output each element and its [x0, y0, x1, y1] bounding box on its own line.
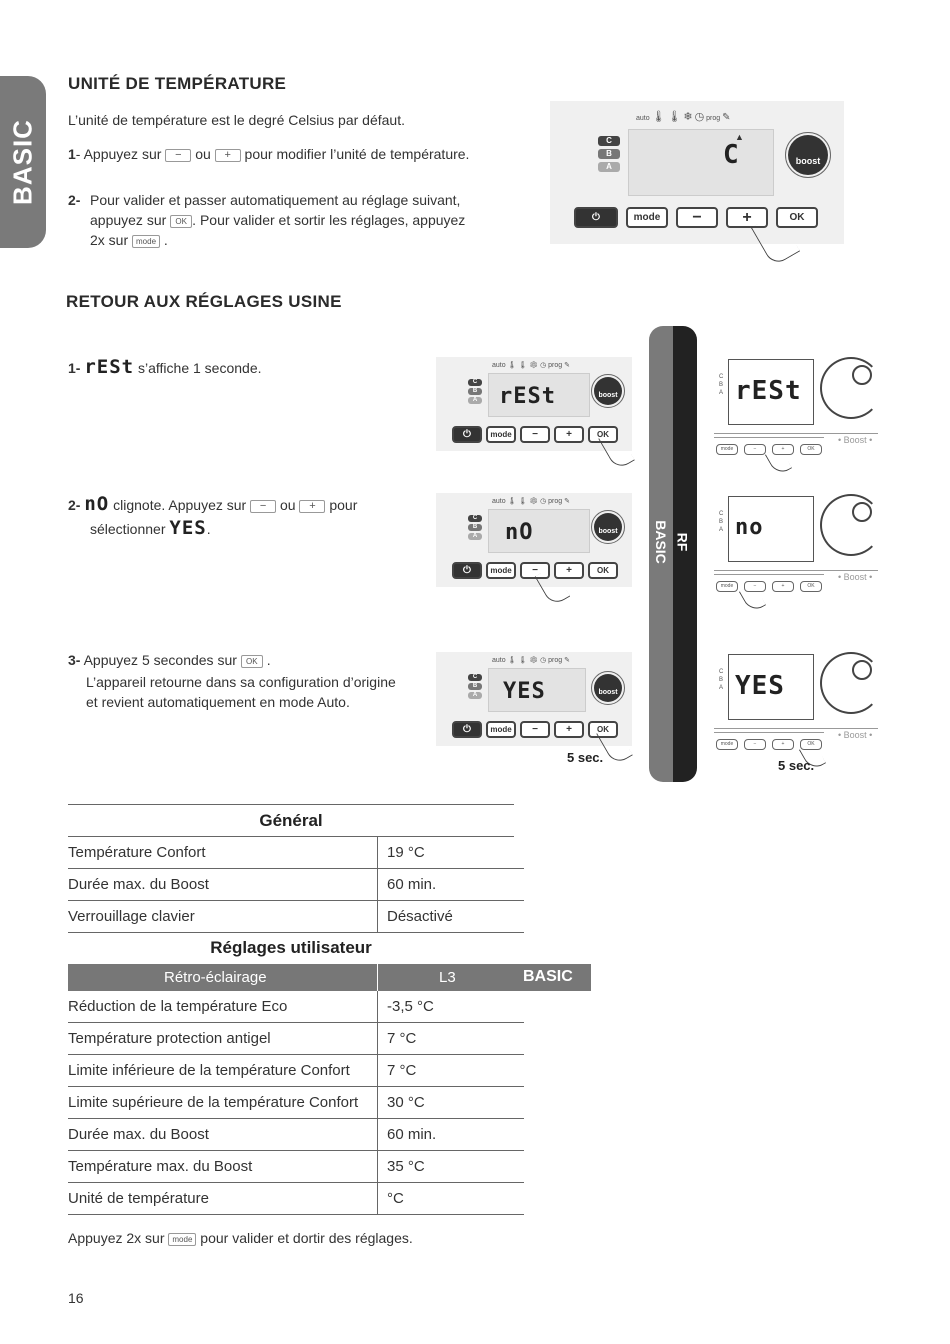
- intro-text: L’unité de température est le degré Celsius par défaut.: [68, 112, 405, 128]
- lcd-yes-blinking: YES: [503, 679, 546, 704]
- step-3-reset-desc: L’appareil retourne dans sa configuration d’origine et revient automatiquement en mode Auto.: [86, 674, 396, 710]
- basic-rf-band: [649, 326, 697, 782]
- table-row: Verrouillage clavier Désactivé: [68, 901, 524, 933]
- step-2-unit: 2-: [68, 192, 81, 208]
- table-user: [68, 991, 524, 1215]
- mode-button[interactable]: mode: [626, 207, 668, 228]
- boost-button[interactable]: boost: [594, 674, 622, 702]
- rf-boost-label: • Boost •: [838, 435, 873, 445]
- comfort-levels: C B A: [468, 674, 482, 702]
- table-row: Durée max. du Boost 60 min.: [68, 869, 524, 901]
- comfort-levels: C B A: [468, 515, 482, 543]
- table-user-header: [68, 964, 591, 991]
- power-button[interactable]: ⏻: [574, 207, 618, 228]
- rf-minus-button[interactable]: −: [744, 444, 766, 455]
- rf-boost-label: • Boost •: [838, 730, 873, 740]
- lcd-rest: rESt: [499, 384, 556, 409]
- step-1-reset: 1- rESt s’affiche 1 seconde.: [68, 356, 262, 378]
- rf-lcd-yes: YES: [735, 671, 785, 701]
- rf-plus-button[interactable]: +: [772, 581, 794, 592]
- mode-button[interactable]: mode: [486, 721, 516, 738]
- lcd-unit-value: C: [723, 140, 740, 170]
- table-row: Durée max. du Boost 60 min.: [68, 1119, 524, 1151]
- plus-button[interactable]: +: [554, 721, 584, 738]
- mode-key-icon: mode: [168, 1233, 196, 1246]
- table-user-title: Réglages utilisateur: [210, 938, 372, 957]
- rf-minus-button[interactable]: −: [744, 581, 766, 592]
- rf-dial[interactable]: [820, 494, 882, 556]
- comfort-levels: [598, 136, 620, 175]
- header-level: L3: [439, 969, 456, 986]
- header-backlight: Rétro-éclairage: [164, 969, 267, 986]
- rf-lcd: [728, 359, 814, 425]
- lcd-display: [488, 668, 586, 712]
- side-tab-label: BASIC: [7, 119, 38, 205]
- rf-mode-button[interactable]: mode: [716, 739, 738, 750]
- rf-lcd-no: no: [735, 515, 764, 540]
- rf-plus-button[interactable]: +: [772, 444, 794, 455]
- minus-button[interactable]: −: [520, 562, 550, 579]
- rf-dial[interactable]: [820, 652, 882, 714]
- table-row: Température protection antigel 7 °C: [68, 1023, 524, 1055]
- table-general: [68, 837, 524, 933]
- wrench-icon: ✎: [722, 112, 731, 123]
- table-row: Température max. du Boost 35 °C: [68, 1151, 524, 1183]
- mode-button[interactable]: mode: [486, 426, 516, 443]
- lcd-display: [628, 129, 774, 196]
- boost-button[interactable]: boost: [594, 377, 622, 405]
- footer-instruction: Appuyez 2x sur mode pour valider et dortir des réglages.: [68, 1230, 413, 1246]
- boost-button[interactable]: boost: [594, 513, 622, 541]
- power-button[interactable]: ⏻: [452, 562, 482, 579]
- table-row: Limite inférieure de la température Confort 7 °C: [68, 1055, 524, 1087]
- rf-lcd-rest: rESt: [735, 376, 802, 406]
- mode-key-icon: mode: [132, 235, 160, 248]
- comfort-levels: C B A: [468, 379, 482, 407]
- thermometer-icon: 🌡: [667, 111, 682, 123]
- device-reset-step1: [436, 357, 632, 451]
- thermometer-icon: 🌡: [651, 111, 666, 123]
- finger-pointer-icon: [598, 428, 635, 471]
- step-1-unit: 1- Appuyez sur − ou + pour modifier l’unité de température.: [68, 146, 470, 162]
- plus-button[interactable]: +: [726, 207, 768, 228]
- snowflake-icon: ❄: [683, 111, 693, 123]
- table-row: Réduction de la température Eco -3,5 °C: [68, 991, 524, 1023]
- band-label-rf: RF: [674, 532, 691, 552]
- step-2-reset-line2: sélectionner YES.: [90, 517, 211, 539]
- boost-button[interactable]: boost: [788, 135, 828, 175]
- section-title-unit: UNITÉ DE TEMPÉRATURE: [68, 74, 287, 93]
- lcd-display: [488, 373, 590, 417]
- ok-button[interactable]: OK: [776, 207, 818, 228]
- power-button[interactable]: ⏻: [452, 426, 482, 443]
- rf-device-step1: [714, 355, 878, 473]
- mode-icons-row: auto 🌡 🌡 ❄ ◷ prog ✎: [492, 498, 570, 505]
- mode-icons-row: auto 🌡 🌡 ❄ ◷ prog ✎: [492, 657, 570, 664]
- table-row: Température Confort 19 °C: [68, 837, 524, 869]
- rf-ok-button[interactable]: OK: [800, 739, 822, 750]
- level-a: A: [598, 162, 620, 172]
- ok-key-icon: OK: [241, 655, 263, 668]
- table-row: Unité de température °C: [68, 1183, 524, 1215]
- rf-levels: C B A: [719, 374, 724, 396]
- step-3-reset: 3- Appuyez 5 secondes sur OK .: [68, 652, 271, 668]
- plus-button[interactable]: +: [554, 426, 584, 443]
- ok-button[interactable]: OK: [588, 426, 618, 443]
- plus-key-icon: +: [215, 149, 241, 162]
- level-c: C: [598, 136, 620, 146]
- clock-icon: ◷: [694, 111, 705, 123]
- rf-ok-button[interactable]: OK: [800, 581, 822, 592]
- mode-icons-row: auto 🌡 🌡 ❄ ◷ prog ✎: [492, 362, 570, 369]
- ok-button[interactable]: OK: [588, 721, 618, 738]
- rf-device-step2: [714, 492, 878, 610]
- table-row: Limite supérieure de la température Confort 30 °C: [68, 1087, 524, 1119]
- minus-key-icon: −: [250, 500, 276, 513]
- ok-key-icon: OK: [170, 215, 192, 228]
- rf-five-seconds-label: 5 sec.: [778, 758, 815, 773]
- minus-key-icon: −: [165, 149, 191, 162]
- device-illustration-unit: [550, 101, 844, 244]
- device-reset-step2: [436, 493, 632, 587]
- lcd-display: [488, 509, 590, 553]
- mode-button[interactable]: mode: [486, 562, 516, 579]
- rf-levels: C B A: [719, 669, 724, 691]
- plus-button[interactable]: +: [554, 562, 584, 579]
- minus-button[interactable]: −: [520, 721, 550, 738]
- rf-plus-button[interactable]: +: [772, 739, 794, 750]
- section-title-reset: RETOUR AUX RÉGLAGES USINE: [66, 292, 342, 311]
- segment-no: nO: [84, 493, 110, 515]
- rf-minus-button[interactable]: −: [744, 739, 766, 750]
- rf-mode-button[interactable]: mode: [716, 444, 738, 455]
- segment-yes: YES: [169, 517, 207, 539]
- rf-dial[interactable]: [820, 357, 882, 419]
- segment-rest: rESt: [84, 356, 135, 378]
- rf-levels: C B A: [719, 511, 724, 533]
- minus-button[interactable]: −: [676, 207, 718, 228]
- device-reset-step3: [436, 652, 632, 746]
- rf-boost-label: • Boost •: [838, 572, 873, 582]
- rf-lcd: [728, 496, 814, 562]
- lcd-no-blinking: nO: [505, 520, 534, 545]
- rf-ok-button[interactable]: OK: [800, 444, 822, 455]
- ok-button[interactable]: OK: [588, 562, 618, 579]
- five-seconds-label: 5 sec.: [567, 750, 604, 765]
- rf-mode-button[interactable]: mode: [716, 581, 738, 592]
- step-2-reset: 2- nO clignote. Appuyez sur − ou + pour: [68, 493, 358, 515]
- arrow-up-icon: ▲: [735, 132, 744, 142]
- level-b: B: [598, 149, 620, 159]
- minus-button[interactable]: −: [520, 426, 550, 443]
- power-button[interactable]: ⏻: [452, 721, 482, 738]
- rf-buttons: [716, 581, 826, 593]
- side-tab: [0, 76, 46, 248]
- rf-lcd: [728, 654, 814, 720]
- rf-device-step3: [714, 650, 878, 780]
- step-2-unit-text: Pour valider et passer automatiquement au réglage suivant, appuyez sur OK . Pour valider et sortir les réglages, appuyez 2x sur mode .: [90, 192, 466, 248]
- header-basic: BASIC: [523, 968, 573, 985]
- page-number: 16: [68, 1290, 84, 1306]
- band-label-basic: BASIC: [652, 520, 669, 564]
- table-general-title: Général: [259, 811, 323, 830]
- plus-key-icon: +: [299, 500, 325, 513]
- mode-icons-row: auto 🌡 🌡 ❄ ◷ prog ✎: [636, 111, 731, 123]
